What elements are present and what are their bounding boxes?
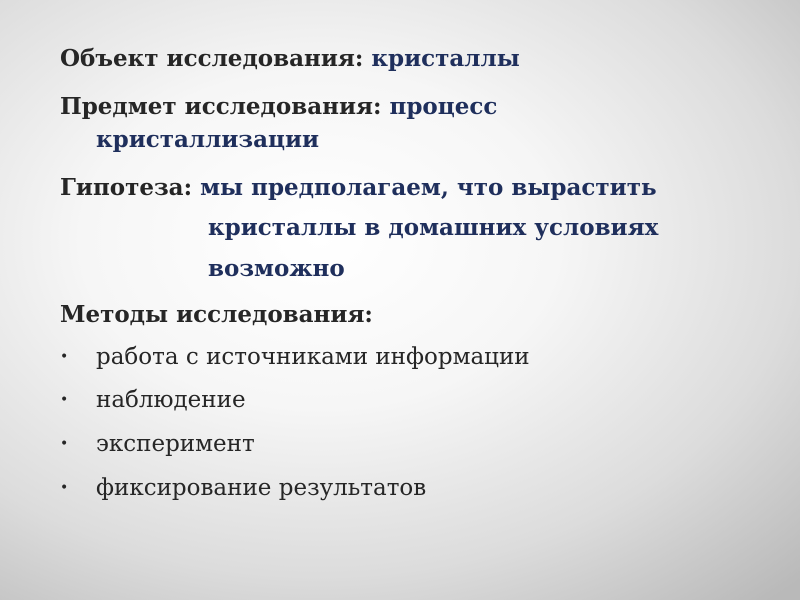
subject-value-line1: процесс — [389, 93, 498, 120]
method-item-text: наблюдение — [96, 387, 246, 413]
hypothesis-continuation-1 — [208, 214, 658, 242]
subject-value-line2: кристаллизации — [96, 126, 320, 153]
bullet-icon: • — [60, 436, 69, 452]
subject-continuation — [96, 126, 319, 154]
subject-line — [60, 93, 497, 121]
bullet-icon: • — [60, 392, 69, 408]
methods-label: Методы исследования: — [60, 301, 373, 328]
subject-label: Предмет исследования: — [60, 93, 390, 120]
bullet-icon: • — [60, 349, 69, 365]
method-item-text: работа с источниками информации — [96, 344, 530, 370]
hypothesis-line3: возможно — [208, 255, 345, 282]
method-item-text: эксперимент — [96, 431, 255, 457]
object-value: кристаллы — [371, 45, 520, 72]
bullet-icon: • — [60, 480, 69, 496]
method-item-text: фиксирование результатов — [96, 475, 427, 501]
methods-heading — [60, 301, 373, 329]
hypothesis-line1: мы предполагаем, что вырастить — [200, 174, 657, 201]
hypothesis-continuation-2 — [208, 255, 345, 283]
hypothesis-line — [60, 174, 657, 202]
hypothesis-line2: кристаллы в домашних условиях — [208, 214, 659, 241]
object-line — [60, 45, 520, 73]
hypothesis-label: Гипотеза: — [60, 174, 201, 201]
object-label: Объект исследования: — [60, 45, 372, 72]
